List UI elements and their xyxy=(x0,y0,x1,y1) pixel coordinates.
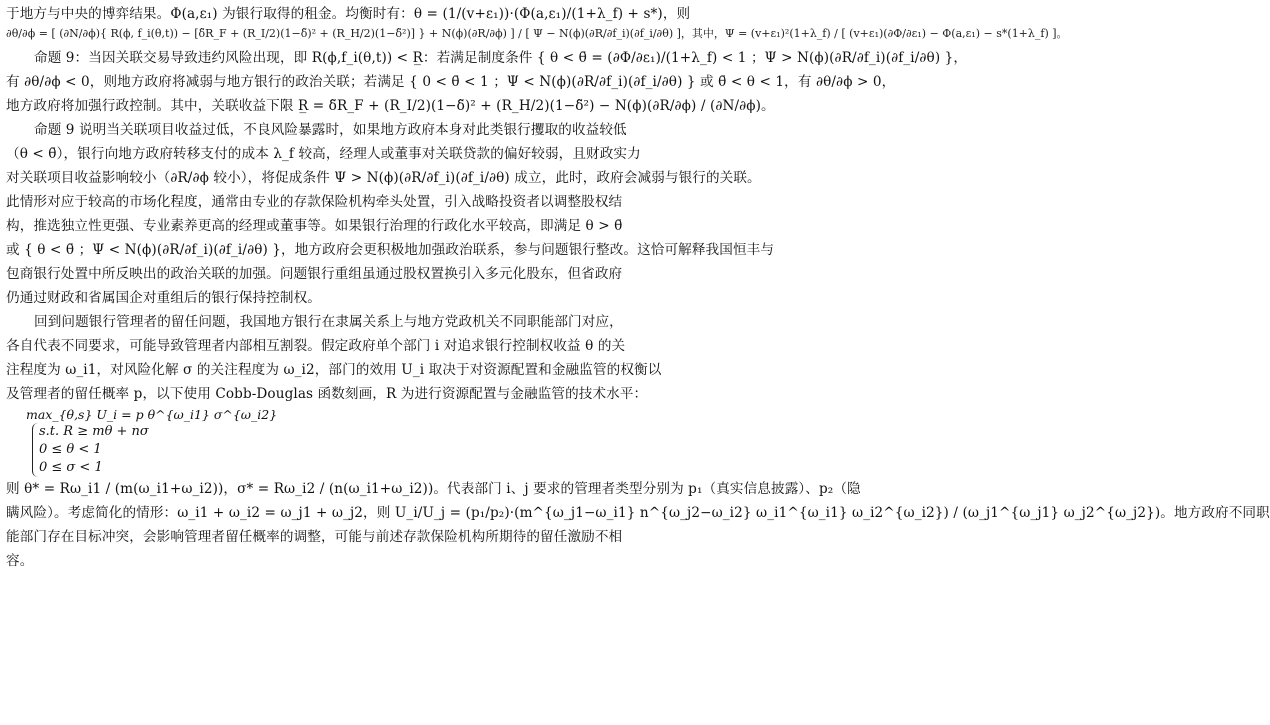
text-line: 于地方与中央的博弈结果。Φ(a,ε₁) 为银行取得的租金。均衡时有：θ = (1/(v+ε₁))·(Φ(a,ε₁)/(1+λ_f) + s*)，则 xyxy=(6,6,691,22)
paragraph-start: 命题 9 说明当关联项目收益过低，不良风险暴露时，如果地方政府本身对此类银行攫取的收益较低 xyxy=(34,122,627,138)
constraint-brace xyxy=(32,423,149,477)
text-line: 各自代表不同要求，可能导致管理者内部相互割裂。假定政府单个部门 i 对追求银行控制权收益 θ 的关 xyxy=(6,338,626,354)
constraint-3: 0 ≤ σ < 1 xyxy=(39,460,103,475)
constraint-system xyxy=(6,423,615,477)
proposition-9-heading: 命题 9：当因关联交易导致违约风险出现，即 R(ϕ,f_i(θ,t)) < R̲：若满足制度条件 { θ < θ̄ = (∂Φ/∂ε₁)/(1+λ_f) < 1 ；Ψ > N(ϕ)(∂R/∂f_i)(∂f_i/∂θ) }， xyxy=(34,50,968,66)
constraint-2: 0 ≤ θ < 1 xyxy=(39,442,102,457)
text-line: 构，推选独立性更强、专业素养更高的经理或董事等。如果银行治理的行政化水平较高，即满足 θ > θ̄ xyxy=(6,218,623,234)
text-line: 仍通过财政和省属国企对重组后的银行保持控制权。 xyxy=(6,290,321,306)
text-line: 地方政府将加强行政控制。其中，关联收益下限 R̲ = δ̃R_F + (R_I/2)(1−δ̃)² + (R_H/2)(1−δ̃²) − N(ϕ)(∂R/∂ϕ) / (∂N/∂ϕ)。 xyxy=(6,98,775,114)
text-line: 注程度为 ω_i1，对风险化解 σ 的关注程度为 ω_i2，部门的效用 U_i 取决于对资源配置和金融监管的权衡以 xyxy=(6,362,662,378)
text-line: 则 θ* = Rω_i1 / (m(ω_i1+ω_i2))，σ* = Rω_i2 / (n(ω_i1+ω_i2))。代表部门 i、j 要求的管理者类型分别为 p₁（真实信息披露）、p₂（隐 xyxy=(6,481,861,497)
text-line: 容。 xyxy=(6,553,34,569)
text-line: 此情形对应于较高的市场化程度，通常由专业的存款保险机构牵头处置，引入战略投资者以调整股权结 xyxy=(6,194,623,210)
text-line: 或 { θ < θ̄ ；Ψ < N(ϕ)(∂R/∂f_i)(∂f_i/∂θ) }，地方政府会更积极地加强政治联系，参与问题银行整改。这恰可解释我国恒丰与 xyxy=(6,242,775,258)
text-line: 有 ∂θ/∂ϕ < 0，则地方政府将减弱与地方银行的政治关联；若满足 { 0 < θ̄ < 1 ；Ψ < N(ϕ)(∂R/∂f_i)(∂f_i/∂θ) } 或 θ̄ < θ < 1，有 ∂θ/∂ϕ > 0， xyxy=(6,74,896,90)
constraint-1: s.t. R ≥ mθ + nσ xyxy=(39,424,149,439)
equation-derivative-theta: ∂θ/∂ϕ = [ (∂N/∂ϕ){ R(ϕ, f_i(θ,t)) − [δ̃R_F + (R_I/2)(1−δ̃)² + (R_H/2)(1−δ̃²)] } + N(ϕ)(∂R/∂ϕ) ] / [ Ψ − N(ϕ)(∂R/∂f_i)(∂f_i/∂θ) ]，其中，Ψ = (v+ε₁)²(1+λ_f) / [ (v+ε₁)(∂Φ/∂ε₁) − Φ(a,ε₁) − s*(1+λ_f) ]。 xyxy=(6,27,1068,40)
text-line: 包商银行处置中所反映出的政治关联的加强。问题银行重组虽通过股权置换引入多元化股东，但省政府 xyxy=(6,266,623,282)
text-line: 瞒风险）。考虑简化的情形：ω_i1 + ω_i2 = ω_j1 + ω_j2，则 U_i/U_j = (p₁/p₂)·(m^{ω_j1−ω_i1} n^{ω_j2−ω_i2} ω_i1^{ω_i1} ω_i2^{ω_i2}) / (ω_j1^{ω_j1} ω_j2^{ω_j2})。地方政府不同职 xyxy=(6,505,1270,521)
text-line: （θ < θ̄），银行向地方政府转移支付的成本 λ_f 较高，经理人或董事对关联贷款的偏好较弱，且财政实力 xyxy=(6,146,641,162)
objective-function: max_{θ,s} U_i = p θ^{ω_i1} σ^{ω_i2} xyxy=(26,407,278,422)
text-line: 对关联项目收益影响较小（∂R/∂ϕ 较小），将促成条件 Ψ > N(ϕ)(∂R/∂f_i)(∂f_i/∂θ) 成立，此时，政府会减弱与银行的关联。 xyxy=(6,170,761,186)
text-line: 能部门存在目标冲突，会影响管理者留任概率的调整，可能与前述存款保险机构所期待的留任激励不相 xyxy=(6,529,623,545)
text-line: 及管理者的留任概率 p，以下使用 Cobb-Douglas 函数刻画，R 为进行资源配置与金融监管的技术水平： xyxy=(6,386,648,402)
paragraph-start: 回到问题银行管理者的留任问题，我国地方银行在隶属关系上与地方党政机关不同职能部门对应， xyxy=(34,314,623,330)
